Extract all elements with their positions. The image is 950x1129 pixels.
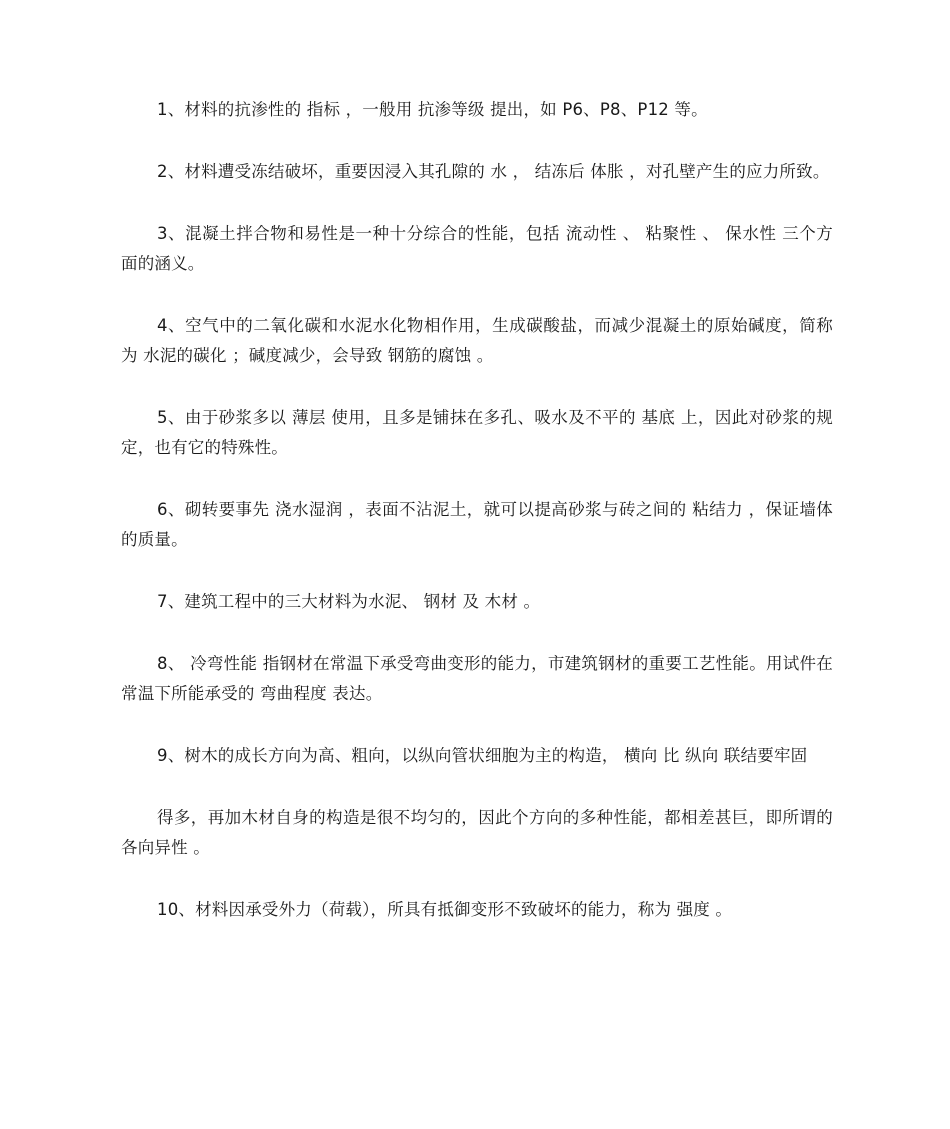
paragraph-9-continued: 得多，再加木材自身的构造是很不均匀的，因此个方向的多种性能，都相差甚巨，即所谓的 各向异性 。 [121, 808, 833, 857]
paragraph-6: 6、砌转要事先 浇水湿润 ，表面不沾泥土，就可以提高砂浆与砖之间的 粘结力 ，保证墙体的质量。 [121, 500, 833, 549]
paragraph-10: 10、材料因承受外力（荷载），所具有抵御变形不致破坏的能力，称为 强度 。 [157, 900, 733, 919]
paragraph-4: 4、空气中的二氧化碳和水泥水化物相作用，生成碳酸盐，而减少混凝土的原始碱度，简称为 水泥的碳化 ；碱度减少，会导致 钢筋的腐蚀 。 [121, 316, 833, 365]
paragraph-2: 2、材料遭受冻结破坏，重要因浸入其孔隙的 水 ， 结冻后 体胀 ，对孔壁产生的应力所致。 [157, 162, 830, 181]
paragraph-1: 1、材料的抗渗性的 指标 ，一般用 抗渗等级 提出，如 P6、P8、P12 等。 [157, 100, 708, 119]
paragraph-3: 3、混凝土拌合物和易性是一种十分综合的性能，包括 流动性 、 粘聚性 、 保水性 三个方面的涵义。 [121, 224, 833, 273]
paragraph-7: 7、建筑工程中的三大材料为水泥、 钢材 及 木材 。 [157, 592, 541, 611]
document-body [121, 95, 833, 957]
paragraph-9: 9、树木的成长方向为高、粗向，以纵向管状细胞为主的构造， 横向 比 纵向 联结要牢固 [157, 746, 808, 765]
paragraph-8: 8、 冷弯性能 指钢材在常温下承受弯曲变形的能力，市建筑钢材的重要工艺性能。用试件在常温下所能承受的 弯曲程度 表达。 [121, 654, 833, 703]
paragraph-5: 5、由于砂浆多以 薄层 使用，且多是铺抹在多孔、吸水及不平的 基底 上，因此对砂浆的规定，也有它的特殊性。 [121, 408, 833, 457]
